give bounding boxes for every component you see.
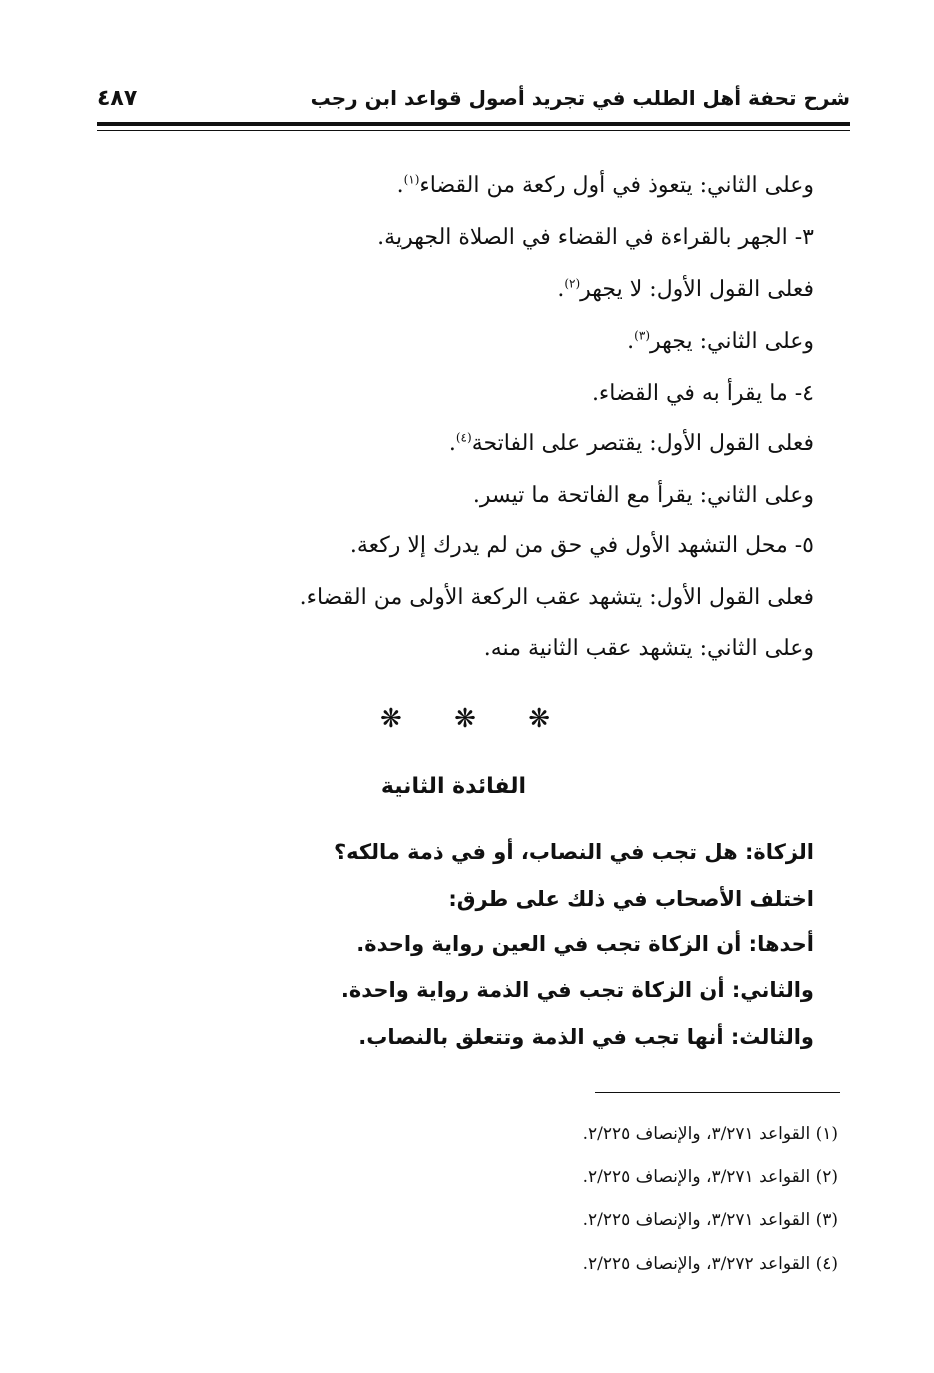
body-line-10: وعلى الثاني: يتشهد عقب الثانية منه. xyxy=(483,636,814,661)
section-heading: الفائدة الثانية xyxy=(380,774,526,799)
separator-star-1: ❋ xyxy=(380,704,402,734)
header-title: شرح تحفة أهل الطلب في تجريد أصول قواعد ابن رجب xyxy=(310,86,850,110)
separator-star-2: ❋ xyxy=(454,704,476,734)
section-line-1: الزكاة: هل تجب في النصاب، أو في ذمة مالكه؟ xyxy=(333,840,814,864)
body-line-1: وعلى الثاني: يتعوذ في أول ركعة من القضاء$^{(١)}$. xyxy=(396,172,814,198)
body-line-4: وعلى الثاني: يجهر$^{(٣)}$. xyxy=(627,328,814,354)
body-line-6: فعلى القول الأول: يقتصر على الفاتحة$^{(٤)}$. xyxy=(448,430,814,456)
body-line-9: فعلى القول الأول: يتشهد عقب الركعة الأولى من القضاء. xyxy=(299,585,814,610)
body-line-3: فعلى القول الأول: لا يجهر$^{(٢)}$. xyxy=(557,276,814,302)
body-line-5: ٤- ما يقرأ به في القضاء. xyxy=(591,381,814,406)
footnote-ref-2: (٢) xyxy=(564,276,581,291)
section-line-2: اختلف الأصحاب في ذلك على طرق: xyxy=(448,887,814,911)
footnote-1: (١) القواعد ٣/٢٧١، والإنصاف ٢/٢٢٥. xyxy=(582,1124,838,1144)
body-line-2: ٣- الجهر بالقراءة في القضاء في الصلاة الجهرية. xyxy=(377,225,814,250)
header-rule-thick xyxy=(97,122,850,126)
body-line-8: ٥- محل التشهد الأول في حق من لم يدرك إلا ركعة. xyxy=(349,533,814,558)
section-separator xyxy=(380,704,550,734)
body-line-7: وعلى الثاني: يقرأ مع الفاتحة ما تيسر. xyxy=(472,483,814,508)
section-line-4: والثاني: أن الزكاة تجب في الذمة رواية واحدة. xyxy=(340,978,814,1002)
footnote-3: (٣) القواعد ٣/٢٧١، والإنصاف ٢/٢٢٥. xyxy=(582,1210,838,1230)
footnote-rule xyxy=(595,1092,840,1093)
footnote-2: (٢) القواعد ٣/٢٧١، والإنصاف ٢/٢٢٥. xyxy=(582,1167,838,1187)
footnote-ref-4: (٤) xyxy=(455,430,472,445)
footnote-ref-1: (١) xyxy=(403,172,420,187)
header-rule-thin xyxy=(97,130,850,131)
running-header xyxy=(97,86,850,114)
section-line-3: أحدها: أن الزكاة تجب في العين رواية واحدة. xyxy=(356,932,814,956)
footnote-ref-3: (٣) xyxy=(634,328,650,343)
page-number: ٤٨٧ xyxy=(97,86,138,111)
footnote-4: (٤) القواعد ٣/٢٧٢، والإنصاف ٢/٢٢٥. xyxy=(582,1254,838,1274)
separator-star-3: ❋ xyxy=(528,704,550,734)
section-line-5: والثالث: أنها تجب في الذمة وتتعلق بالنصاب. xyxy=(358,1025,814,1049)
